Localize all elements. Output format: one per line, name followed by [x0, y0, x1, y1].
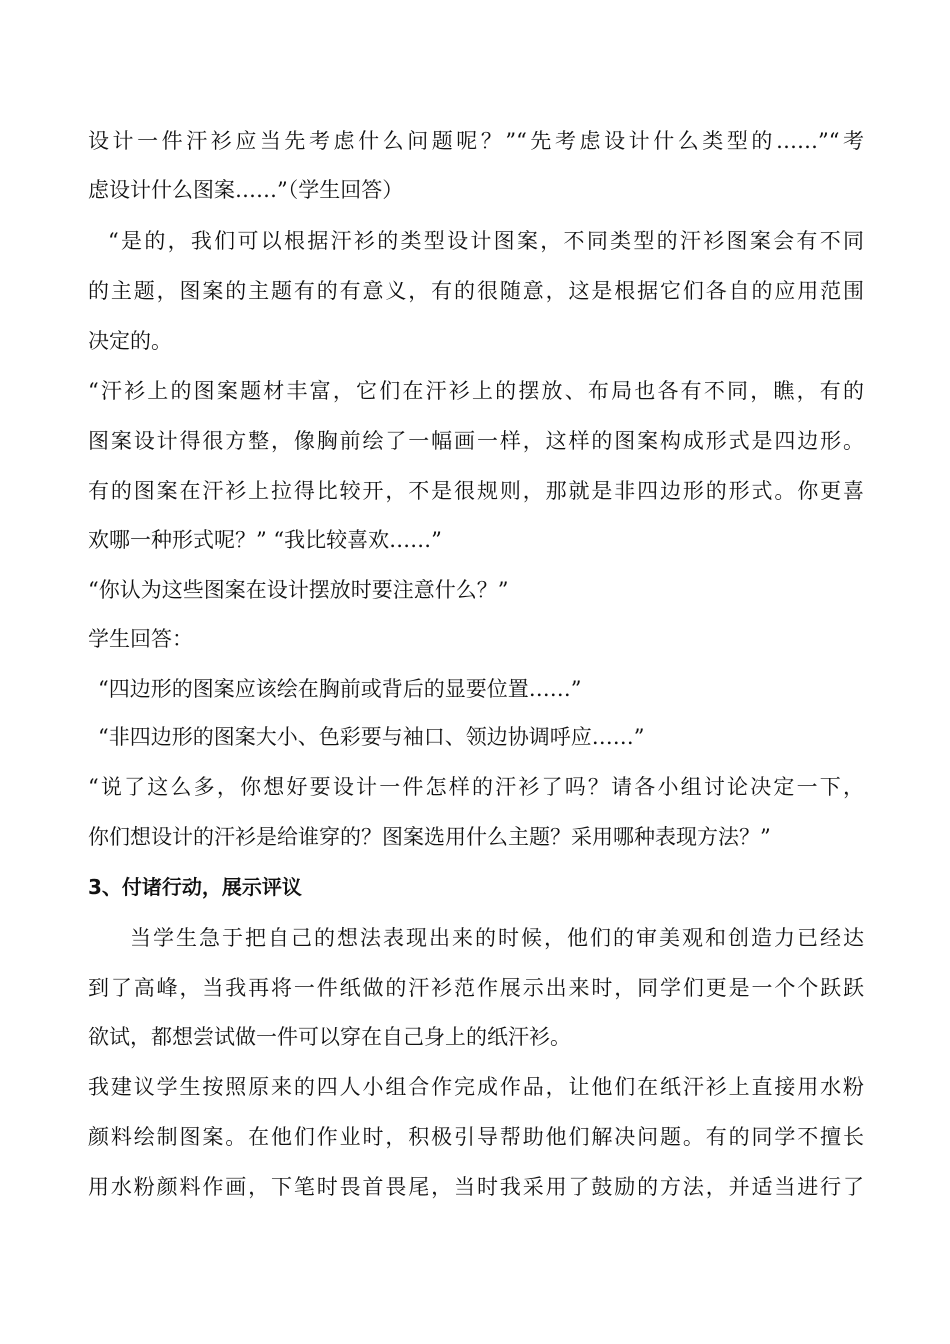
- text-line: 颜料绘制图案。在他们作业时，积极引导帮助他们解决问题。有的同学不擅长: [88, 1125, 864, 1149]
- text-line: 欲试，都想尝试做一件可以穿在自己身上的纸汗衫。: [88, 1025, 571, 1049]
- text-line: “你认为这些图案在设计摆放时要注意什么？”: [88, 578, 509, 602]
- text-line: 的主题，图案的主题有的有意义，有的很随意，这是根据它们各自的应用范围: [88, 279, 864, 303]
- text-line: 用水粉颜料作画，下笔时畏首畏尾，当时我采用了鼓励的方法，并适当进行了: [88, 1175, 864, 1199]
- text-line: 当学生急于把自己的想法表现出来的时候，他们的审美观和创造力已经达: [130, 926, 864, 950]
- text-line: “非四边形的图案大小、色彩要与袖口、领边协调呼应……”: [98, 725, 645, 749]
- text-line: 我建议学生按照原来的四人小组合作完成作品，让他们在纸汗衫上直接用水粉: [88, 1075, 864, 1099]
- text-line: 有的图案在汗衫上拉得比较开，不是很规则，那就是非四边形的形式。你更喜: [88, 479, 864, 503]
- text-line: “说了这么多，你想好要设计一件怎样的汗衫了吗？请各小组讨论决定一下，: [88, 775, 864, 799]
- text-line: 欢哪一种形式呢？” “我比较喜欢……”: [88, 528, 442, 552]
- text-line: 图案设计得很方整，像胸前绘了一幅画一样，这样的图案构成形式是四边形。: [88, 429, 864, 453]
- text-line: 设计一件汗衫应当先考虑什么问题呢？”“先考虑设计什么类型的……”“考: [88, 129, 864, 153]
- text-line: 学生回答：: [88, 627, 193, 651]
- text-line: “四边形的图案应该绘在胸前或背后的显要位置……”: [98, 677, 582, 701]
- text-line: “是的，我们可以根据汗衫的类型设计图案，不同类型的汗衫图案会有不同: [108, 229, 864, 253]
- text-line: 虑设计什么图案……”（学生回答）: [88, 178, 404, 202]
- text-line: 你们想设计的汗衫是给谁穿的？图案选用什么主题？采用哪种表现方法？”: [88, 825, 771, 849]
- text-line: 到了高峰，当我再将一件纸做的汗衫范作展示出来时，同学们更是一个个跃跃: [88, 976, 864, 1000]
- text-line: “汗衫上的图案题材丰富，它们在汗衫上的摆放、布局也各有不同，瞧，有的: [88, 379, 864, 403]
- section-heading: 3、付诸行动，展示评议: [88, 875, 302, 899]
- text-line: 决定的。: [88, 329, 172, 353]
